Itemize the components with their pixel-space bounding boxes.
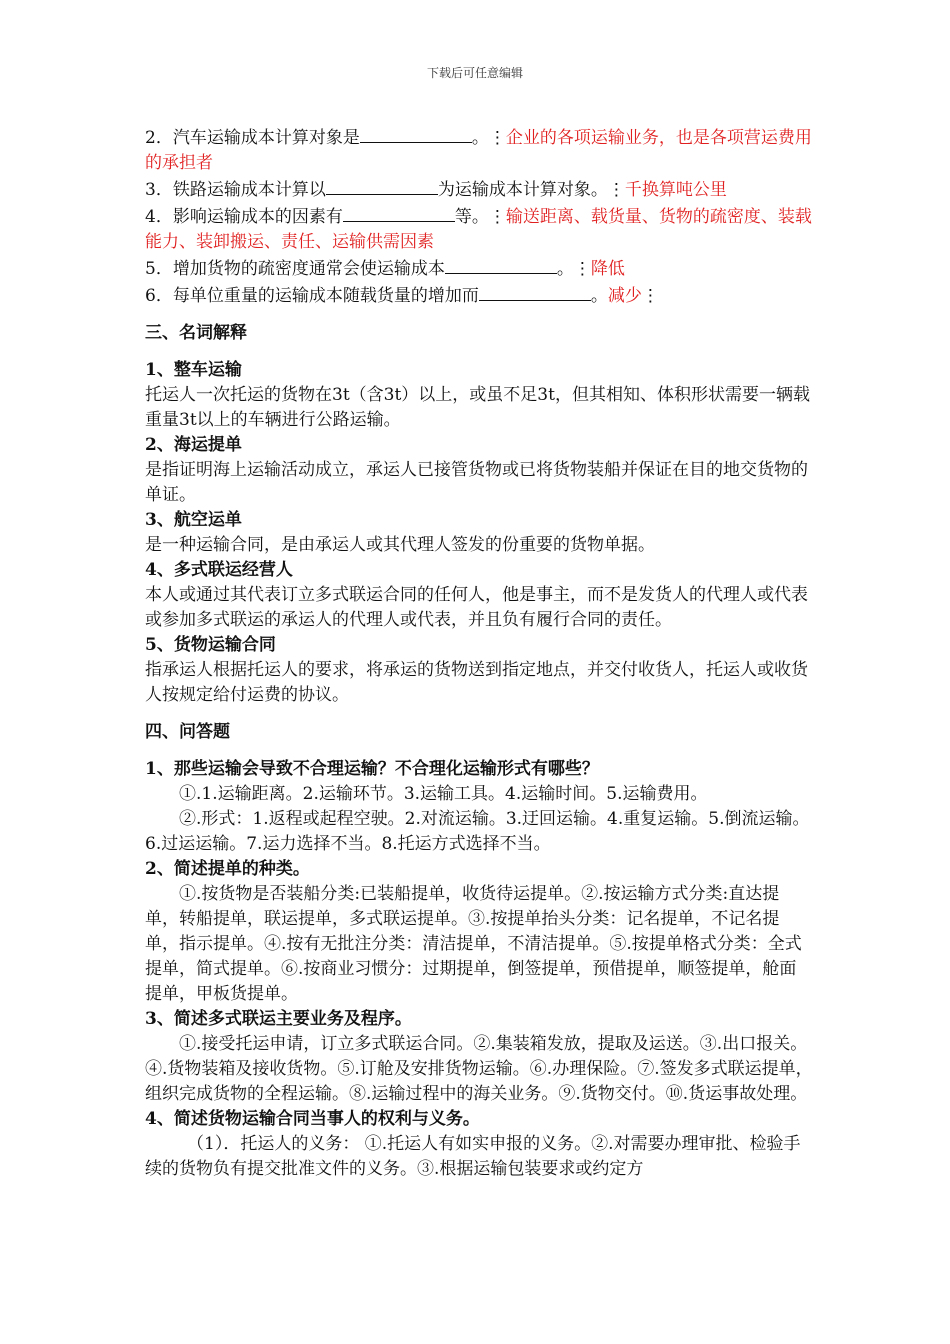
term-body: 托运人一次托运的货物在3t（含3t）以上，或虽不足3t，但其相知、体积形状需要一辆载重量3t以上的车辆进行公路运输。 [145, 385, 810, 430]
fill-item-4: 4．影响运输成本的因素有 等。⋮输送距离、载货量、货物的疏密度、装载能力、装卸搬运、责任、运输供需因素 [145, 203, 813, 255]
answer-text: 减少 [607, 286, 642, 306]
term-body: 是一种运输合同，是由承运人或其代理人签发的份重要的货物单据。 [145, 535, 655, 555]
answer-paragraph: ①.1.运输距离。2.运输环节。3.运输工具。4.运输时间。5.运输费用。 [179, 784, 708, 804]
question-title: 1、那些运输会导致不合理运输？不合理化运输形式有哪些？ [145, 759, 599, 779]
question-title: 3、简述多式联运主要业务及程序。 [145, 1009, 412, 1029]
answer-blank [343, 203, 455, 222]
document-body [145, 124, 813, 1182]
fill-item-5: 5．增加货物的疏密度通常会使运输成本 。⋮降低 [145, 255, 813, 282]
answer-paragraph: ①.接受托运申请，订立多式联运合同。②.集装箱发放，提取及运送。③.出口报关。④.货物装箱及接收货物。⑤.订舱及安排货物运输。⑥.办理保险。⑦.签发多式联运提单，组织完成货物的全程运输。⑧.运输过程中的海关业务。⑨.货物交付。⑩.货运事故处理。 [145, 1034, 813, 1104]
term-body: 是指证明海上运输活动成立，承运人已接管货物或已将货物装船并保证在目的地交货物的单证。 [145, 460, 808, 505]
fill-item-3: 3．铁路运输成本计算以 为运输成本计算对象。⋮千换算吨公里 [145, 176, 813, 203]
term-title: 5、货物运输合同 [145, 635, 276, 655]
term-body: 指承运人根据托运人的要求，将承运的货物送到指定地点，并交付收货人，托运人或收货人按规定给付运费的协议。 [145, 660, 808, 705]
answer-paragraph: （1）．托运人的义务： ①.托运人有如实申报的义务。②.对需要办理审批、检验手续的货物负有提交批准文件的义务。③.根据运输包装要求或约定方 [145, 1134, 801, 1179]
answer-text: 千换算吨公里 [624, 180, 727, 200]
answer-paragraph: ②.形式：1.返程或起程空驶。2.对流运输。3.迂回运输。4.重复运输。5.倒流运输。6.过运运输。7.运力选择不当。8.托运方式选择不当。 [145, 809, 810, 854]
term-title: 3、航空运单 [145, 510, 242, 530]
answer-text: 企业的各项运输业务，也是各项营运费用的承担者 [145, 128, 812, 173]
answer-paragraph: ①.按货物是否装船分类:已装船提单，收货待运提单。②.按运输方式分类:直达提单，转船提单，联运提单，多式联运提单。③.按提单抬头分类：记名提单，不记名提单，指示提单。④.按有无批注分类：清洁提单，不清洁提单。⑤.按提单格式分类：全式提单，简式提单。⑥.按商业习惯分：过期提单，倒签提单，预借提单，顺签提单，舱面提单，甲板货提单。 [145, 884, 802, 1004]
term-title: 1、整车运输 [145, 360, 242, 380]
answer-blank [479, 282, 591, 301]
answer-blank [445, 255, 557, 274]
section-heading-terms: 三、名词解释 [145, 323, 247, 343]
term-title: 4、多式联运经营人 [145, 560, 293, 580]
answer-blank [360, 124, 472, 143]
term-body: 本人或通过其代表订立多式联运合同的任何人，他是事主，而不是发货人的代理人或代表或参加多式联运的承运人的代理人或代表，并且负有履行合同的责任。 [145, 585, 808, 630]
term-title: 2、海运提单 [145, 435, 242, 455]
fill-item-2: 2．汽车运输成本计算对象是 。⋮企业的各项运输业务，也是各项营运费用的承担者 [145, 124, 813, 176]
answer-text: 输送距离、载货量、货物的疏密度、装载能力、装卸搬运、责任、运输供需因素 [145, 207, 812, 252]
answer-blank [326, 176, 438, 195]
fill-item-6: 6．每单位重量的运输成本随载货量的增加而 。减少⋮ [145, 282, 813, 309]
page-header: 下载后可任意编辑 [426, 66, 523, 80]
section-heading-qa: 四、问答题 [145, 722, 230, 742]
answer-text: 降低 [590, 259, 625, 279]
question-title: 4、简述货物运输合同当事人的权利与义务。 [145, 1109, 480, 1129]
question-title: 2、简述提单的种类。 [145, 859, 310, 879]
